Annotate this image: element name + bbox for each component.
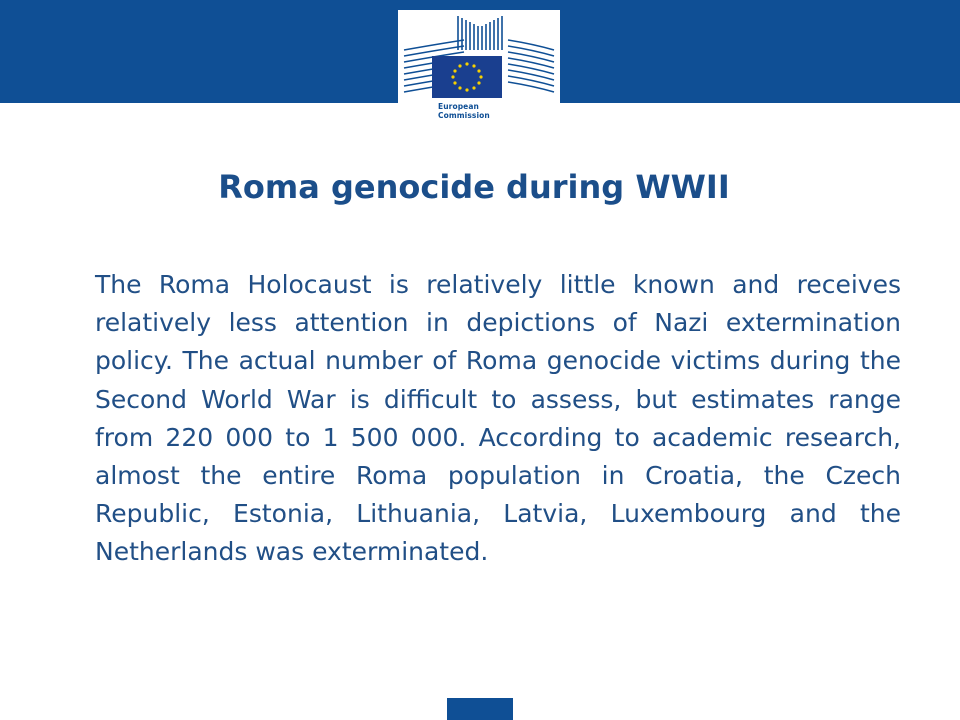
footer-tab xyxy=(447,698,513,720)
slide-title: Roma genocide during WWII xyxy=(218,168,730,206)
slide-body-text: The Roma Holocaust is relatively little known and receives relatively less attention in depictions of Nazi extermination policy. The actual number of Roma genocide victims during the Second World War is difficult to assess, but estimates range from 220 000 to 1 500 000. According to academic research, almost the entire Roma population in Croatia, the Czech Republic, Estonia, Lithuania, Latvia, Luxembourg and the Netherlands was exterminated. xyxy=(95,270,901,567)
european-commission-logo xyxy=(398,10,560,132)
eu-flag xyxy=(432,56,502,98)
logo-line-european: European xyxy=(438,102,479,111)
logo-line-commission: Commission xyxy=(438,111,490,120)
logo-text xyxy=(438,102,518,120)
